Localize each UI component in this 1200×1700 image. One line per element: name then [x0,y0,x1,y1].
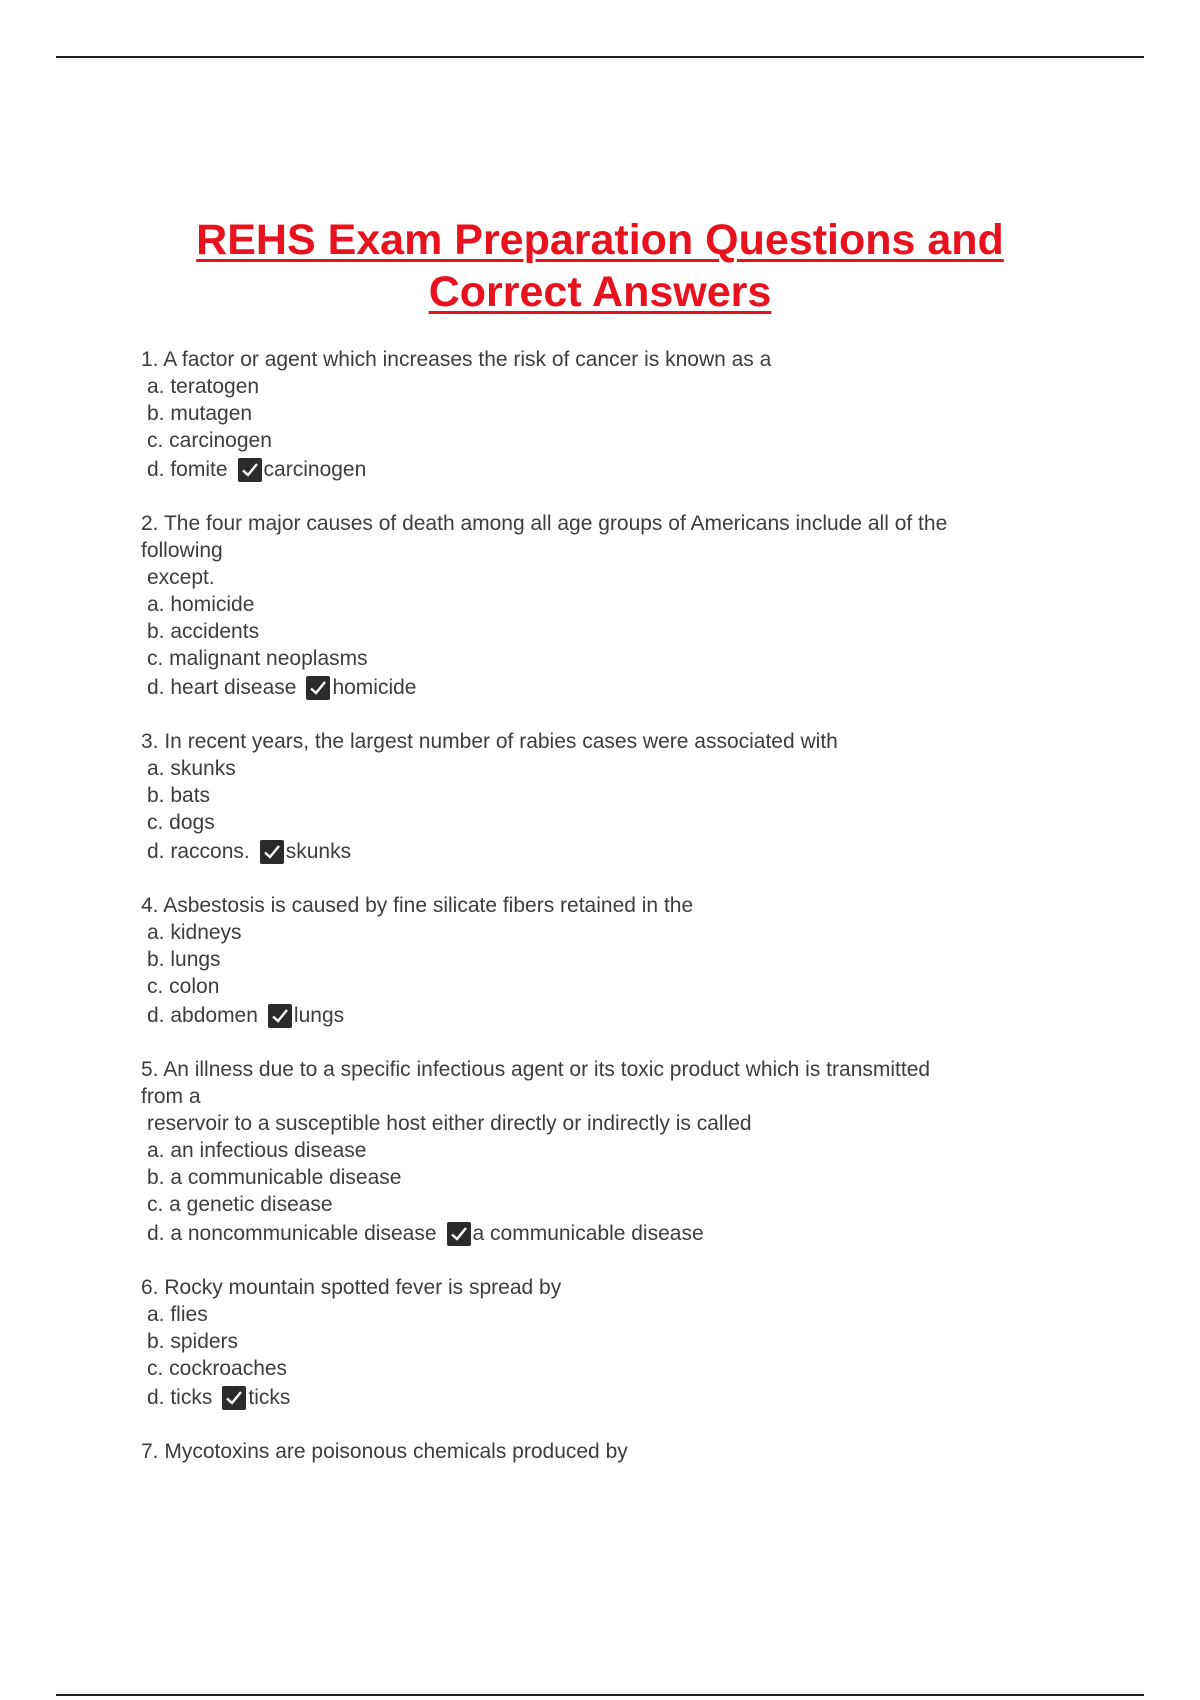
checkmark-icon [268,1004,292,1028]
question-text: 3. In recent years, the largest number of rabies cases were associated with [141,730,838,753]
title-line-2: Correct Answers [428,268,772,316]
option-d: d. fomite [147,458,228,481]
question-text: 1. A factor or agent which increases the risk of cancer is known as a [141,348,772,371]
question-text: 6. Rocky mountain spotted fever is spread by [141,1276,562,1299]
checkmark-icon [222,1386,246,1410]
correct-answer: carcinogen [263,458,367,481]
title-line-1: REHS Exam Preparation Questions and [196,216,1004,264]
option-c: c. carcinogen [147,429,272,452]
option-b: b. a communicable disease [147,1166,402,1189]
option-c: c. cockroaches [147,1357,288,1380]
option-c: c. malignant neoplasms [147,647,368,670]
question-text: 2. The four major causes of death among all age groups of Americans include all of the [141,512,948,535]
bottom-rule [56,1694,1144,1696]
correct-answer: ticks [248,1386,291,1409]
option-c: c. a genetic disease [147,1193,333,1216]
checkmark-icon [447,1222,471,1246]
option-d: d. a noncommunicable disease [147,1222,437,1245]
option-b: b. bats [147,784,211,807]
option-b: b. accidents [147,620,260,643]
question-3 [141,728,1081,868]
option-d: d. abdomen [147,1004,258,1027]
question-6 [141,1274,1081,1414]
option-d-with-answer [141,1218,1081,1250]
option-d-with-answer [141,1000,1081,1032]
option-a: a. flies [147,1303,208,1326]
option-d-with-answer [141,836,1081,868]
option-d-with-answer [141,454,1081,486]
option-a: a. skunks [147,757,236,780]
correct-answer: skunks [285,840,352,863]
correct-answer: homicide [332,676,417,699]
checkmark-icon [306,676,330,700]
top-rule [56,56,1144,58]
option-b: b. lungs [147,948,221,971]
option-d: d. raccons. [147,840,250,863]
option-a: a. kidneys [147,921,242,944]
question-4 [141,892,1081,1032]
question-1 [141,346,1081,486]
question-text: following [141,539,223,562]
checkmark-icon [260,840,284,864]
option-b: b. spiders [147,1330,239,1353]
question-text: 4. Asbestosis is caused by fine silicate fibers retained in the [141,894,694,917]
correct-answer: lungs [293,1004,345,1027]
option-a: a. teratogen [147,375,260,398]
option-d-with-answer [141,672,1081,704]
option-d: d. ticks [147,1386,213,1409]
option-d: d. heart disease [147,676,297,699]
question-text: 7. Mycotoxins are poisonous chemicals produced by [141,1440,628,1463]
question-text: reservoir to a susceptible host either directly or indirectly is called [147,1112,752,1135]
question-text: 5. An illness due to a specific infectious agent or its toxic product which is transmitted [141,1058,931,1081]
question-5 [141,1056,1081,1250]
correct-answer: a communicable disease [472,1222,704,1245]
page-title [0,214,1200,318]
question-text: except. [147,566,215,589]
question-2 [141,510,1081,704]
question-text: from a [141,1085,201,1108]
checkmark-icon [238,458,262,482]
option-d-with-answer [141,1382,1081,1414]
question-7 [141,1438,1081,1465]
option-a: a. homicide [147,593,255,616]
option-c: c. colon [147,975,220,998]
option-a: a. an infectious disease [147,1139,367,1162]
option-c: c. dogs [147,811,215,834]
question-list [141,346,1081,1489]
option-b: b. mutagen [147,402,253,425]
